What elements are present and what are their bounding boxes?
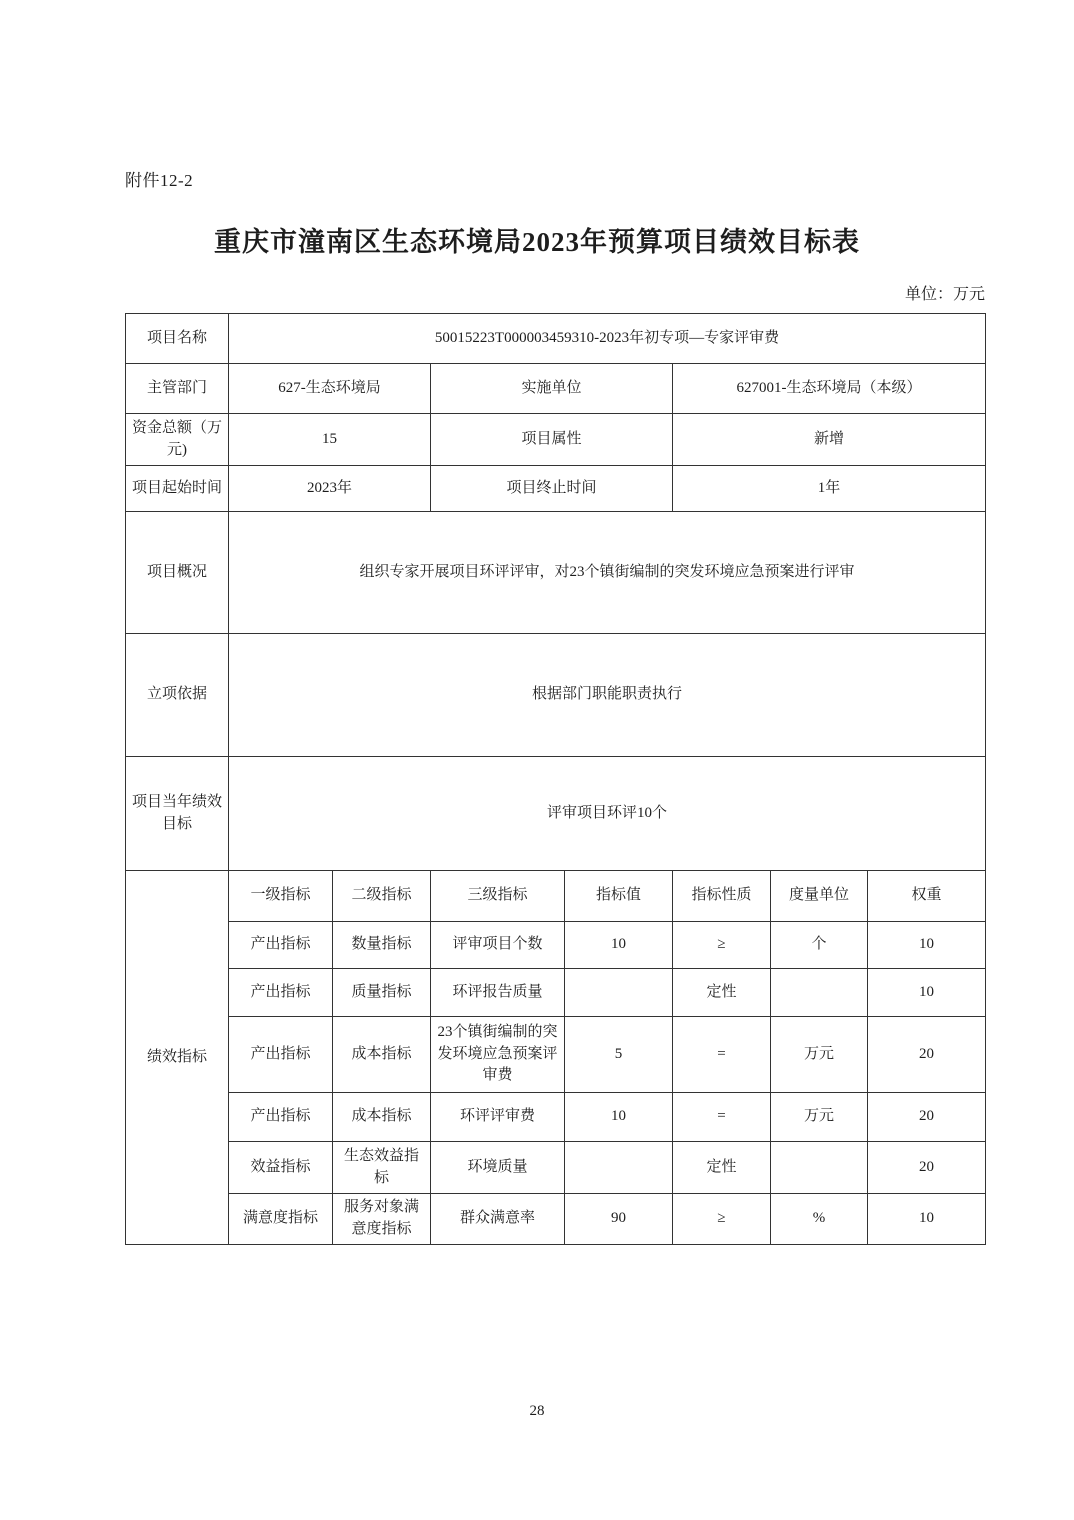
indicator-weight: 20	[868, 1093, 986, 1142]
indicator-weight: 20	[868, 1017, 986, 1093]
indicator-value	[565, 969, 673, 1017]
indicator-nature: ≥	[673, 1194, 771, 1245]
indicator-nature: ≥	[673, 922, 771, 969]
table-row-overview	[126, 512, 986, 634]
page-title: 重庆市潼南区生态环境局2023年预算项目绩效目标表	[214, 227, 860, 257]
basis-label: 立项依据	[126, 634, 229, 757]
table-row-departments	[126, 364, 986, 414]
fund-value: 15	[229, 414, 431, 466]
indicator-value: 10	[565, 1093, 673, 1142]
indicator-level2: 数量指标	[333, 922, 431, 969]
indicator-header-unit: 度量单位	[771, 871, 868, 922]
indicator-level2: 质量指标	[333, 969, 431, 1017]
end-value: 1年	[673, 466, 986, 512]
indicator-weight: 10	[868, 969, 986, 1017]
indicator-level1: 产出指标	[229, 969, 333, 1017]
indicator-header-row	[126, 871, 986, 922]
impl-value: 627001-生态环境局（本级）	[673, 364, 986, 414]
indicator-level1: 效益指标	[229, 1142, 333, 1194]
attachment-label: 附件12-2	[125, 171, 194, 190]
indicator-weight: 10	[868, 922, 986, 969]
indicator-level3: 环评报告质量	[431, 969, 565, 1017]
attr-value: 新增	[673, 414, 986, 466]
indicator-level1: 满意度指标	[229, 1194, 333, 1245]
dept-value: 627-生态环境局	[229, 364, 431, 414]
indicator-unit: 万元	[771, 1093, 868, 1142]
indicator-level3: 环境质量	[431, 1142, 565, 1194]
dept-label: 主管部门	[126, 364, 229, 414]
indicator-header-level2: 二级指标	[333, 871, 431, 922]
indicator-level3: 环评评审费	[431, 1093, 565, 1142]
indicator-level2: 成本指标	[333, 1093, 431, 1142]
indicator-row	[126, 969, 986, 1017]
indicator-unit	[771, 969, 868, 1017]
indicator-weight: 10	[868, 1194, 986, 1245]
indicator-unit: %	[771, 1194, 868, 1245]
indicator-unit: 个	[771, 922, 868, 969]
indicator-level3: 评审项目个数	[431, 922, 565, 969]
project-name-label: 项目名称	[126, 314, 229, 364]
page-number: 28	[529, 1403, 545, 1419]
indicator-level1: 产出指标	[229, 922, 333, 969]
indicator-row	[126, 922, 986, 969]
basis-value: 根据部门职能职责执行	[229, 634, 986, 757]
indicator-row	[126, 1194, 986, 1245]
indicator-nature: 定性	[673, 1142, 771, 1194]
indicator-section-label: 绩效指标	[126, 871, 229, 1245]
table-row-annual-goal	[126, 757, 986, 871]
end-label: 项目终止时间	[431, 466, 673, 512]
indicator-level3: 群众满意率	[431, 1194, 565, 1245]
indicator-header-level3: 三级指标	[431, 871, 565, 922]
annual-goal-label: 项目当年绩效目标	[126, 757, 229, 871]
indicator-nature: 定性	[673, 969, 771, 1017]
indicator-unit	[771, 1142, 868, 1194]
table-row-dates	[126, 466, 986, 512]
indicator-value: 90	[565, 1194, 673, 1245]
fund-label: 资金总额（万元)	[126, 414, 229, 466]
table-row-basis	[126, 634, 986, 757]
indicator-level2: 服务对象满意度指标	[333, 1194, 431, 1245]
unit-note: 单位：万元	[904, 286, 985, 303]
indicator-row	[126, 1093, 986, 1142]
indicator-nature: =	[673, 1093, 771, 1142]
indicator-level1: 产出指标	[229, 1017, 333, 1093]
indicator-header-level1: 一级指标	[229, 871, 333, 922]
indicator-header-nature: 指标性质	[673, 871, 771, 922]
indicator-header-weight: 权重	[868, 871, 986, 922]
annual-goal-value: 评审项目环评10个	[229, 757, 986, 871]
overview-value: 组织专家开展项目环评评审，对23个镇街编制的突发环境应急预案进行评审	[229, 512, 986, 634]
indicator-row	[126, 1142, 986, 1194]
impl-label: 实施单位	[431, 364, 673, 414]
indicator-weight: 20	[868, 1142, 986, 1194]
start-value: 2023年	[229, 466, 431, 512]
indicator-header-value: 指标值	[565, 871, 673, 922]
indicator-level1: 产出指标	[229, 1093, 333, 1142]
indicator-value	[565, 1142, 673, 1194]
overview-label: 项目概况	[126, 512, 229, 634]
indicator-level3: 23个镇街编制的突发环境应急预案评审费	[431, 1017, 565, 1093]
indicator-level2: 生态效益指标	[333, 1142, 431, 1194]
indicator-nature: =	[673, 1017, 771, 1093]
start-label: 项目起始时间	[126, 466, 229, 512]
indicator-value: 5	[565, 1017, 673, 1093]
indicator-unit: 万元	[771, 1017, 868, 1093]
table-row-fund	[126, 414, 986, 466]
project-name-value: 50015223T000003459310-2023年初专项—专家评审费	[229, 314, 986, 364]
attr-label: 项目属性	[431, 414, 673, 466]
indicator-level2: 成本指标	[333, 1017, 431, 1093]
budget-performance-table	[125, 313, 986, 1245]
indicator-row	[126, 1017, 986, 1093]
table-row-project-name	[126, 314, 986, 364]
indicator-value: 10	[565, 922, 673, 969]
